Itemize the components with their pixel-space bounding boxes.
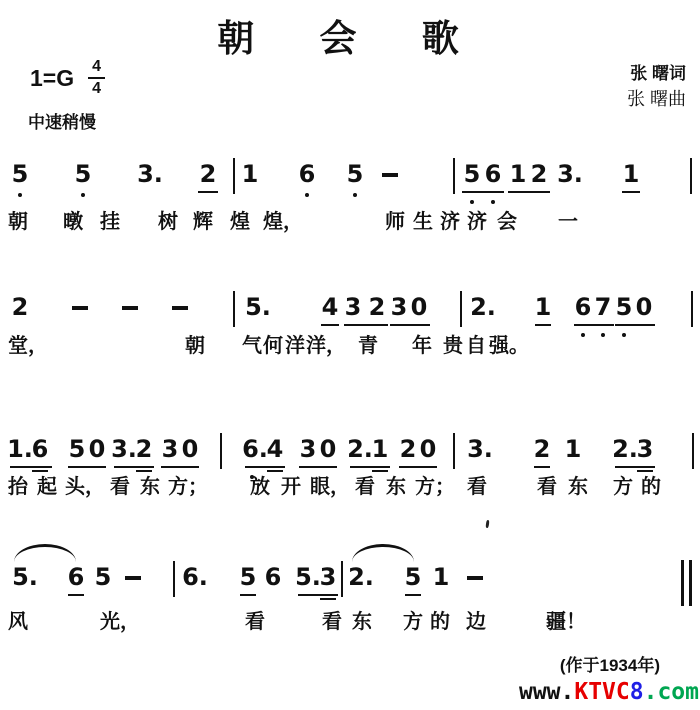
note: 0 (319, 435, 337, 463)
time-numerator: 4 (88, 58, 105, 79)
octave-dot (470, 200, 474, 204)
lyric-syllable: 看 (355, 476, 375, 498)
octave-dot (305, 193, 309, 197)
beam-underline (68, 466, 106, 468)
lyric-syllable: 辉 (193, 211, 213, 233)
note: 5 (239, 563, 257, 591)
watermark-url (519, 679, 699, 705)
note: 2 (399, 435, 417, 463)
note: 0 (88, 435, 106, 463)
note: 0 (635, 293, 653, 321)
beam-underline (390, 324, 430, 326)
note: 3 (319, 563, 337, 591)
key-time-signature (30, 58, 105, 99)
lyric-syllable: 济 (440, 211, 460, 233)
ink-speck (485, 520, 489, 528)
beam-underline (637, 470, 653, 472)
watermark-segment: 8 (629, 679, 644, 705)
octave-dot (18, 193, 22, 197)
lyric-syllable: 暾 (63, 211, 83, 233)
lyric-syllable: 气 (242, 335, 262, 357)
barline (460, 291, 462, 327)
note: 6 (484, 160, 502, 188)
beam-underline (350, 466, 390, 468)
beam-underline (114, 466, 154, 468)
note: 1 (509, 160, 527, 188)
barline (453, 158, 455, 194)
note: 6. (242, 435, 268, 463)
lyric-syllable: 开 (281, 476, 301, 498)
beam-underline (198, 191, 218, 193)
lyric-syllable: 看 (322, 611, 342, 633)
note: 3. (467, 435, 493, 463)
lyric-syllable: 方 (403, 611, 423, 633)
lyric-syllable: 师 (385, 211, 405, 233)
beam-underline (535, 324, 551, 326)
beam-underline (399, 466, 437, 468)
barline (341, 561, 343, 597)
note: 2 (135, 435, 153, 463)
lyric-syllable: 光， (100, 611, 140, 633)
watermark-segment: www. (518, 679, 575, 705)
lyric-syllable: 洋 (285, 335, 305, 357)
barline (692, 433, 694, 469)
note: 2 (199, 160, 217, 188)
lyric-syllable: 头， (65, 476, 105, 498)
note: 4 (266, 435, 284, 463)
note: 1 (564, 435, 582, 463)
octave-dot (601, 333, 605, 337)
beam-underline (267, 470, 283, 472)
note: 2 (530, 160, 548, 188)
barline (173, 561, 175, 597)
note: 3. (557, 160, 583, 188)
extend-dash (172, 306, 188, 310)
lyric-syllable: 方； (168, 476, 208, 498)
lyric-syllable: 起 (37, 476, 57, 498)
lyric-syllable: 看 (537, 476, 557, 498)
lyric-syllable: 东 (386, 476, 406, 498)
lyric-syllable: 青 (358, 335, 378, 357)
final-barline (681, 560, 692, 606)
time-signature (88, 58, 105, 99)
note: 5 (94, 563, 112, 591)
note: 0 (419, 435, 437, 463)
extend-dash (467, 576, 483, 580)
note: 2. (347, 435, 373, 463)
note: 3. (111, 435, 137, 463)
note: 2 (368, 293, 386, 321)
note: 5 (404, 563, 422, 591)
lyric-syllable: 看 (110, 476, 130, 498)
note: 3 (390, 293, 408, 321)
octave-dot (491, 200, 495, 204)
beam-underline (622, 191, 640, 193)
lyric-syllable: 煌 (230, 211, 250, 233)
lyric-syllable: 挂 (100, 211, 120, 233)
note: 2. (470, 293, 496, 321)
lyric-syllable: 年 (412, 335, 432, 357)
lyric-syllable: 东 (140, 476, 160, 498)
beam-underline (574, 324, 614, 326)
note: 5 (615, 293, 633, 321)
note: 5 (68, 435, 86, 463)
note: 3 (299, 435, 317, 463)
barline (233, 291, 235, 327)
beam-underline (136, 470, 152, 472)
note: 5. (12, 563, 38, 591)
lyric-syllable: 何 (263, 335, 283, 357)
note: 5 (346, 160, 364, 188)
lyric-syllable: 济 (467, 211, 487, 233)
lyric-syllable: 方 (613, 476, 633, 498)
lyric-syllable: 风 (8, 611, 28, 633)
beam-underline (32, 470, 48, 472)
note: 5 (11, 160, 29, 188)
barline (233, 158, 235, 194)
key-signature: 1=G (30, 64, 75, 91)
octave-dot (81, 193, 85, 197)
lyric-syllable: 朝 (185, 335, 205, 357)
beam-underline (245, 466, 285, 468)
beam-underline (298, 594, 338, 596)
barline (690, 158, 692, 194)
lyric-syllable: 强。 (489, 335, 529, 357)
extend-dash (122, 306, 138, 310)
note: 3 (344, 293, 362, 321)
note: 6 (298, 160, 316, 188)
barline (220, 433, 222, 469)
note: 1 (534, 293, 552, 321)
lyric-syllable: 东 (568, 476, 588, 498)
beam-underline (372, 470, 388, 472)
beam-underline (299, 466, 337, 468)
lyric-syllable: 的 (430, 611, 450, 633)
lyric-syllable: 洋， (306, 335, 346, 357)
lyric-syllable: 会 (497, 211, 517, 233)
note: 1 (371, 435, 389, 463)
extend-dash (382, 173, 398, 177)
slur-arc (352, 544, 414, 562)
beam-underline (534, 466, 550, 468)
note: 5 (463, 160, 481, 188)
note: 3. (137, 160, 163, 188)
lyric-syllable: 疆！ (546, 611, 586, 633)
note: 0 (181, 435, 199, 463)
beam-underline (320, 598, 336, 600)
barline (691, 291, 693, 327)
credits (627, 62, 686, 112)
lyric-syllable: 自 (466, 335, 486, 357)
lyric-syllable: 贵 (443, 335, 463, 357)
note: 0 (410, 293, 428, 321)
lyric-syllable: 煌， (263, 211, 303, 233)
octave-dot (581, 333, 585, 337)
lyric-syllable: 东 (352, 611, 372, 633)
slur-arc (14, 544, 76, 562)
note: 2. (612, 435, 638, 463)
note: 2 (533, 435, 551, 463)
barline (453, 433, 455, 469)
watermark-segment: .com (643, 679, 699, 705)
octave-dot (622, 333, 626, 337)
note: 1 (622, 160, 640, 188)
beam-underline (321, 324, 339, 326)
beam-underline (240, 594, 256, 596)
note: 7 (594, 293, 612, 321)
note: 1 (241, 160, 259, 188)
lyric-syllable: 方； (415, 476, 455, 498)
lyric-syllable: 堂， (8, 335, 48, 357)
beam-underline (68, 594, 84, 596)
note: 2. (348, 563, 374, 591)
note: 6 (67, 563, 85, 591)
time-denominator: 4 (92, 80, 102, 98)
beam-underline (10, 466, 52, 468)
lyric-syllable: 朝 (8, 211, 28, 233)
note: 6 (574, 293, 592, 321)
lyric-syllable: 抬 (8, 476, 28, 498)
lyric-syllable: 树 (158, 211, 178, 233)
octave-dot (353, 193, 357, 197)
note: 3 (161, 435, 179, 463)
lyric-syllable: 看 (467, 476, 487, 498)
lyric-syllable: 边 (466, 611, 486, 633)
note: 5. (245, 293, 271, 321)
lyric-syllable: 的 (641, 476, 661, 498)
beam-underline (615, 324, 655, 326)
lyric-syllable: 一 (558, 211, 578, 233)
lyric-syllable: 生 (413, 211, 433, 233)
beam-underline (508, 191, 550, 193)
note: 5 (74, 160, 92, 188)
note: 2 (11, 293, 29, 321)
composer-credit: 张 曙曲 (626, 89, 686, 109)
note: 4 (321, 293, 339, 321)
lyric-syllable: 眼， (310, 476, 350, 498)
lyric-syllable: 放 (250, 476, 270, 498)
beam-underline (161, 466, 199, 468)
watermark-segment: KTVC (574, 679, 630, 705)
extend-dash (72, 306, 88, 310)
note: 6 (31, 435, 49, 463)
lyric-syllable: 看 (245, 611, 265, 633)
beam-underline (462, 191, 504, 193)
note: 3 (636, 435, 654, 463)
note: 1 (432, 563, 450, 591)
extend-dash (125, 576, 141, 580)
beam-underline (344, 324, 388, 326)
composition-year-note: (作于1934年) (559, 656, 660, 675)
note: 5. (295, 563, 321, 591)
note: 6. (182, 563, 208, 591)
tempo-marking: 中速稍慢 (28, 113, 96, 132)
lyricist-credit: 张 曙词 (630, 64, 686, 83)
beam-underline (405, 594, 421, 596)
beam-underline (615, 466, 655, 468)
song-title: 朝 会 歌 (217, 18, 459, 59)
note: 6 (264, 563, 282, 591)
note: 1. (7, 435, 33, 463)
